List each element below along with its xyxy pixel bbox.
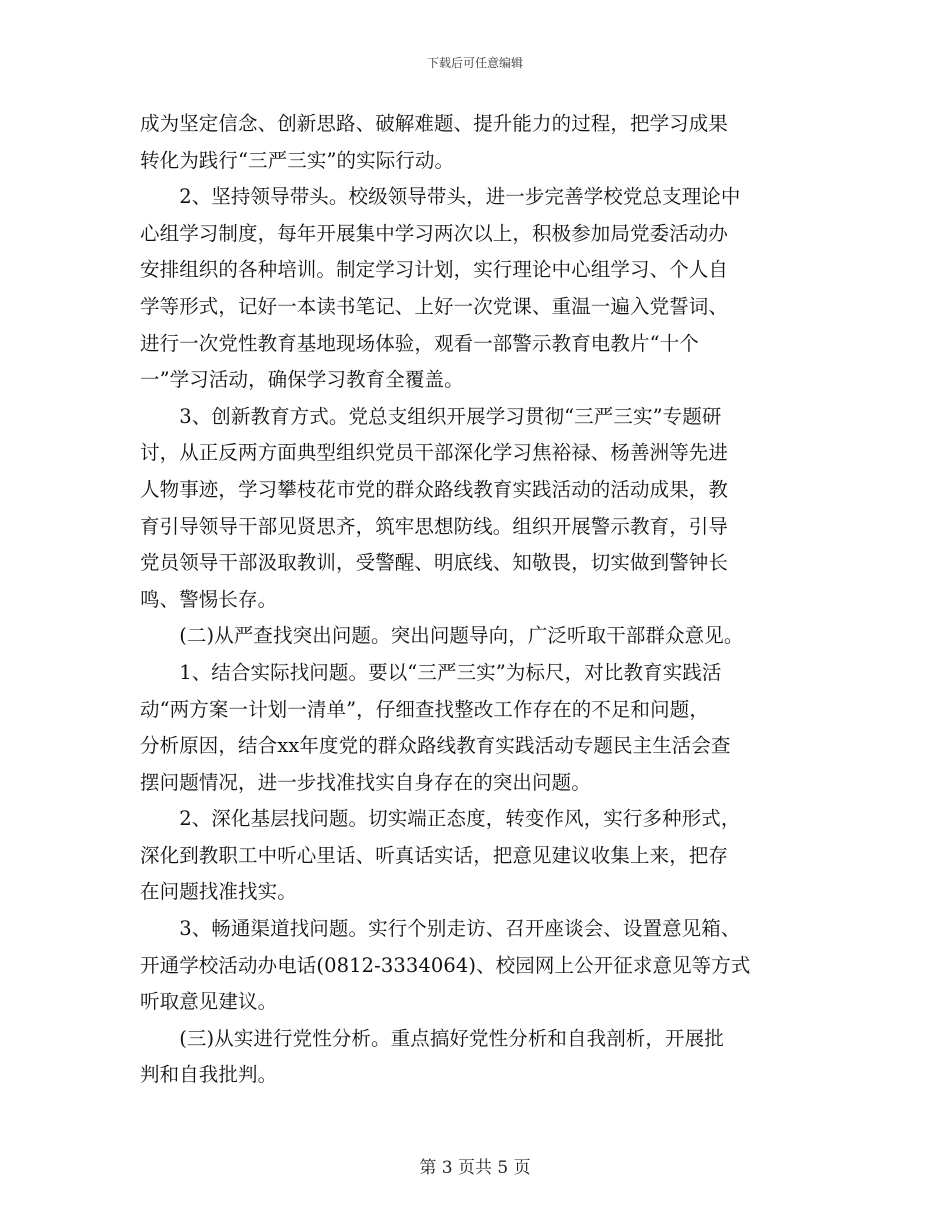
text-line: 判和自我批判。 [140,1063,278,1087]
text-line: 一”学习活动，确保学习教育全覆盖。 [140,368,464,392]
text-line: 人物事迹，学习攀枝花市党的群众路线教育实践活动的活动成果，教 [140,477,729,501]
text-line: 安排组织的各种培训。制定学习计划，实行理论中心组学习、个人自 [140,258,729,282]
body-text [140,106,810,1094]
document-body [140,106,810,1094]
text-line: 3、创新教育方式。党总支组织开展学习贯彻“三严三实”专题研 [140,404,722,428]
text-line: 深化到教职工中听心里话、听真话实话，把意见建议收集上来，把存 [140,843,729,867]
text-line: 动“两方案一计划一清单”，仔细查找整改工作存在的不足和问题， [140,697,709,721]
page-footer-number: 第 3 页共 5 页 [419,1158,531,1178]
text-line: 听取意见建议。 [140,990,278,1014]
text-line: 转化为践行“三严三实”的实际行动。 [140,148,455,172]
text-line: 分析原因，结合xx年度党的群众路线教育实践活动专题民主生活会查 [140,734,731,758]
text-line: 学等形式，记好一本读书笔记、上好一次党课、重温一遍入党誓词、 [140,294,729,318]
text-line: 在问题找准找实。 [140,880,297,904]
text-line: 讨，从正反两方面典型组织党员干部深化学习焦裕禄、杨善洲等先进 [140,441,729,465]
text-line: 开通学校活动办电话(0812-3334064)、校园网上公开征求意见等方式 [140,953,751,977]
text-line: 进行一次党性教育基地现场体验，观看一部警示教育电教片“十个 [140,331,699,355]
text-line: 成为坚定信念、创新思路、破解难题、提升能力的过程，把学习成果 [140,112,729,135]
text-line: 党员领导干部汲取教训，受警醒、明底线、知敬畏，切实做到警钟长 [140,551,729,575]
text-line: 2、深化基层找问题。切实端正态度，转变作风，实行多种形式， [140,807,741,831]
text-line: (三)从实进行党性分析。重点搞好党性分析和自我剖析，开展批 [140,1026,724,1050]
text-line: 2、坚持领导带头。校级领导带头，进一步完善学校党总支理论中 [140,185,741,209]
text-line: 3、畅通渠道找问题。实行个别走访、召开座谈会、设置意见箱、 [140,917,741,941]
text-line: 心组学习制度，每年开展集中学习两次以上，积极参加局党委活动办 [140,221,729,245]
text-line: (二)从严查找突出问题。突出问题导向，广泛听取干部群众意见。 [140,624,744,648]
page-header-note: 下载后可任意编辑 [426,56,523,70]
text-line: 鸣、警惕长存。 [140,587,278,611]
text-line: 育引导领导干部见贤思齐，筑牢思想防线。组织开展警示教育，引导 [140,514,729,538]
text-line: 1、结合实际找问题。要以“三严三实”为标尺，对比教育实践活 [140,660,722,684]
text-line: 摆问题情况，进一步找准找实自身存在的突出问题。 [140,770,591,794]
